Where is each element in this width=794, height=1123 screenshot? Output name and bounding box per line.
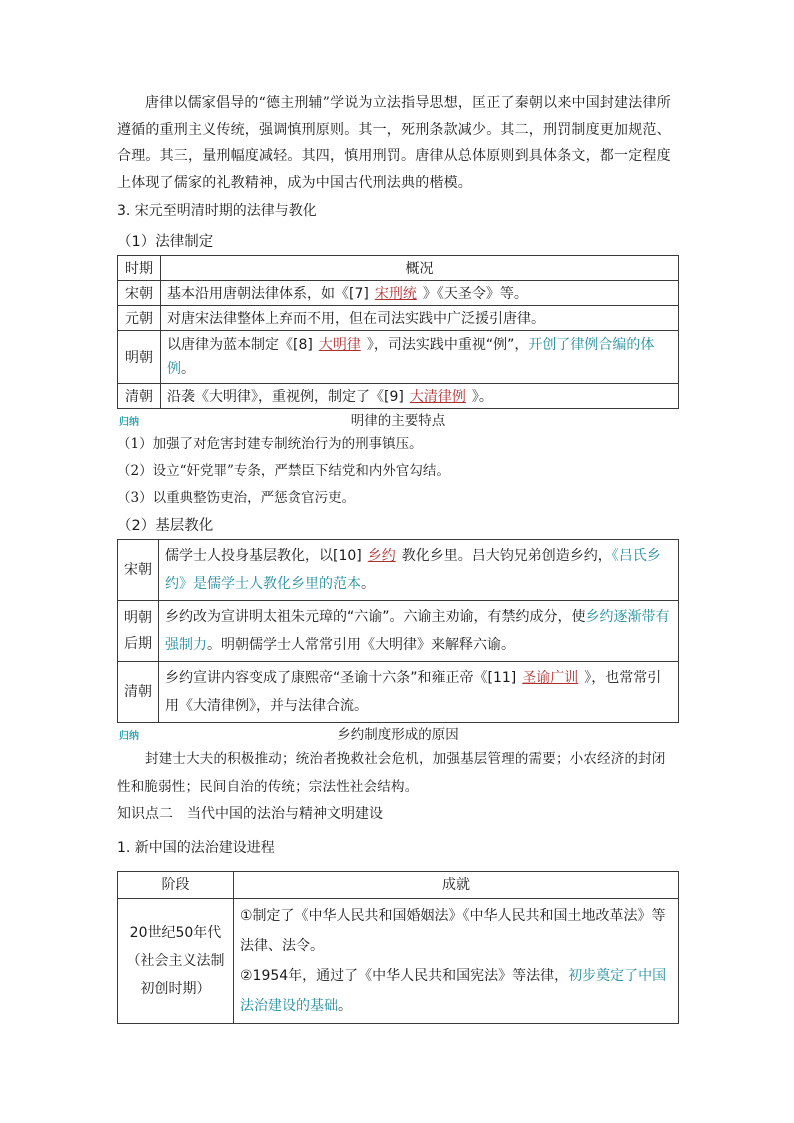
header-stage: 阶段: [118, 872, 234, 899]
list-item: （1）加强了对危害封建专制统治行为的刑事镇压。: [117, 436, 423, 452]
text: 。: [338, 998, 352, 1014]
answer-fill: 大明律: [318, 337, 361, 353]
answer-fill: 大清律例: [409, 389, 466, 405]
achievement-line: [240, 961, 672, 1021]
table-row: [118, 281, 679, 306]
guina-badge: 归纳: [119, 417, 139, 428]
table-row: [118, 540, 679, 601]
row-content: [159, 601, 679, 662]
table-row: [118, 384, 679, 409]
row-content: [161, 331, 679, 384]
text: 》《天圣令》等。: [422, 286, 528, 302]
guina-title: 乡约制度形成的原因: [337, 727, 459, 743]
text: ②1954年，通过了《中华人民共和国宪法》等法律，: [240, 968, 569, 984]
row-period: 清朝: [118, 384, 161, 409]
table-row: [118, 899, 679, 1024]
highlight-text: 开创了律例合编的体例: [167, 337, 655, 377]
section3-title: 3. 宋元至明清时期的法律与教化: [117, 203, 317, 219]
jiaohua-table: [117, 539, 679, 723]
answer-fill: 宋刑统: [374, 286, 417, 302]
row-period: 明朝后期: [118, 601, 159, 662]
row-period: 清朝: [118, 662, 159, 723]
text: 对唐宋法律整体上弃而不用，但在司法实践中广泛援引唐律。: [167, 311, 545, 327]
text: 沿袭《大明律》，重视例，制定了《[9]: [167, 389, 404, 405]
achievement-cell: [234, 899, 679, 1024]
text: 儒学士人投身基层教化，以[10]: [165, 548, 362, 564]
row-content: [161, 306, 679, 331]
stage-cell: 20世纪50年代（社会主义法制初创时期）: [118, 899, 234, 1024]
text: 》。: [471, 389, 493, 405]
row-content: [161, 281, 679, 306]
header-achievement: 成就: [234, 872, 679, 899]
document-page: [117, 90, 679, 1024]
text: 乡约改为宣讲明太祖朱元璋的“六谕”。六谕主劝谕，有禁约成分，使: [165, 609, 586, 625]
row-period: 宋朝: [118, 281, 161, 306]
guina-badge: 归纳: [119, 731, 139, 742]
row-content: [159, 540, 679, 601]
table-row: [118, 306, 679, 331]
header-overview: 概况: [161, 256, 679, 281]
row-period: 明朝: [118, 331, 161, 384]
text: 。: [361, 576, 375, 592]
table-header-row: [118, 256, 679, 281]
highlight-text: 《吕氏乡约》是儒学士人教化乡里的范本: [165, 548, 661, 592]
text: 。明朝儒学士人常常引用《大明律》来解释六谕。: [207, 637, 515, 653]
row-period: 宋朝: [118, 540, 159, 601]
knowledge2-title: 知识点二 当代中国的法治与精神文明建设: [117, 806, 383, 822]
row-content: [161, 384, 679, 409]
header-period: 时期: [118, 256, 161, 281]
text: 》，也常常引用《大清律例》，并与法律合流。: [165, 670, 662, 714]
intro-paragraph: 唐律以儒家倡导的“德主刑辅”学说为立法指导思想，匡正了秦朝以来中国封建法律所遵循的重刑主义传统，强调慎刑原则。其一，死刑条款减少。其二，刑罚制度更加规范、合理。其三，量刑幅度减轻。其四，慎用刑罚。唐律从总体原则到具体条文，都一定程度上体现了儒家的礼教精神，成为中国古代刑法典的楷模。: [117, 95, 671, 191]
guina-header: [117, 411, 679, 431]
guina-title: 明律的主要特点: [350, 413, 446, 429]
law-table: [117, 255, 679, 409]
text: 。: [181, 361, 195, 377]
row-period: 元朝: [118, 306, 161, 331]
answer-fill: 圣谕广训: [522, 670, 579, 686]
row-content: [159, 662, 679, 723]
table-row: [118, 662, 679, 723]
text: 》，司法实践中重视“例”，: [366, 337, 529, 353]
list-item: （2）设立“奸党罪”专条，严禁臣下结党和内外官勾结。: [117, 463, 450, 479]
table-row: [118, 331, 679, 384]
highlight-text: 乡约逐渐带有强制力: [165, 609, 670, 653]
sub2-title: （2）基层教化: [117, 518, 214, 534]
ming-law-features: [117, 431, 679, 512]
answer-fill: 乡约: [367, 548, 396, 564]
list-item: （3）以重典整饬吏治，严惩贪官污吏。: [117, 490, 356, 506]
new-china-title: 1. 新中国的法治建设进程: [117, 840, 275, 856]
sub1-title: （1）法律制定: [117, 234, 214, 250]
text: 以唐律为蓝本制定《[8]: [167, 337, 313, 353]
stage-table: [117, 871, 679, 1024]
achievement-line: ①制定了《中华人民共和国婚姻法》《中华人民共和国土地改革法》等法律、法令。: [240, 908, 666, 954]
xiangyue-reasons: 封建士大夫的积极推动；统治者挽救社会危机，加强基层管理的需要；小农经济的封闭性和脆弱性；民间自治的传统；宗法性社会结构。: [117, 751, 666, 795]
table-row: [118, 601, 679, 662]
text: 乡约宣讲内容变成了康熙帝“圣谕十六条”和雍正帝《[11]: [165, 670, 517, 686]
guina-header: [117, 725, 679, 745]
highlight-text: 初步奠定了中国法治建设的基础: [240, 968, 667, 1014]
text: 基本沿用唐朝法律体系，如《[7]: [167, 286, 369, 302]
table-header-row: [118, 872, 679, 899]
text: 教化乡里。吕大钧兄弟创造乡约，: [401, 548, 612, 564]
